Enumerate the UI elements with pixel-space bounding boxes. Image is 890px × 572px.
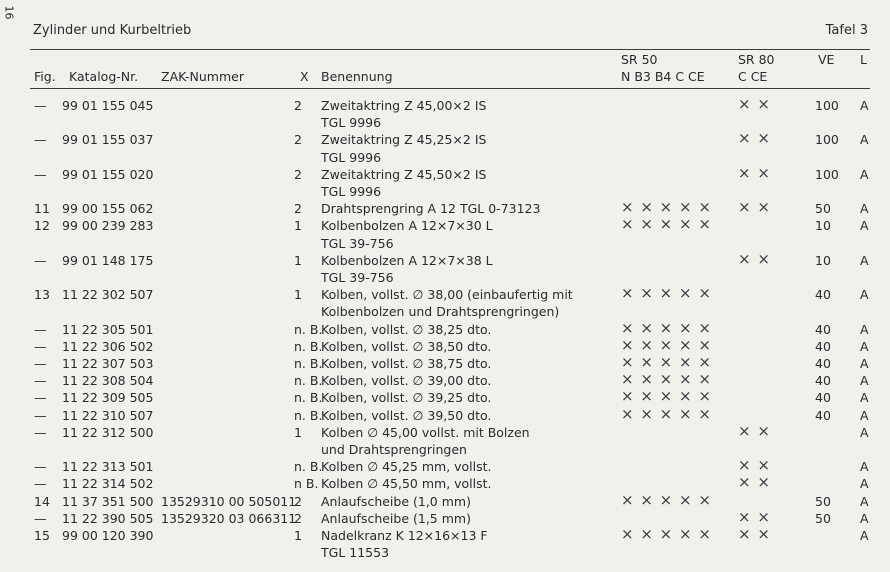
cell-benennung: Nadelkranz K 12⨯16⨯13 F (321, 528, 488, 543)
page-number: 16 (2, 5, 16, 20)
cell-katalog: 11 22 307 503 (62, 356, 154, 371)
table-row (0, 236, 890, 250)
table-row (0, 198, 890, 217)
header-ve: VE (818, 52, 835, 67)
cell-zak: 13529320 03 066311 (161, 510, 297, 526)
cell-sr80: × × (738, 456, 771, 475)
cell-benennung: Kolbenbolzen A 12⨯7⨯38 L (321, 252, 493, 268)
cell-l: A (860, 321, 869, 337)
cell-fig: — (34, 510, 47, 526)
cell-benennung: Kolben, vollst. ∅ 39,25 dto. (321, 390, 492, 406)
cell-benennung: TGL 39-756 (321, 270, 394, 285)
cell-x: n. B. (294, 373, 323, 389)
cell-benennung: Kolben ∅ 45,00 vollst. mit Bolzen (321, 424, 530, 440)
cell-benennung: Zweitaktring Z 45,50⨯2 IS (321, 166, 487, 182)
cell-fig: 11 (34, 201, 50, 217)
cell-sr80: × × (738, 163, 771, 182)
header-sr50-sub: N B3 B4 C CE (621, 69, 705, 84)
cell-benennung: und Drahtsprengringen (321, 442, 467, 457)
table-row (0, 387, 890, 406)
cell-fig: — (34, 98, 47, 113)
table-row (0, 421, 890, 440)
table-row (0, 115, 890, 129)
cell-x: n. B. (294, 321, 323, 337)
cell-katalog: 99 01 155 020 (62, 166, 154, 182)
cell-fig: — (34, 166, 47, 182)
cell-l: A (860, 510, 869, 526)
cell-benennung: Kolben ∅ 45,50 mm, vollst. (321, 476, 492, 492)
cell-x: 1 (294, 252, 302, 268)
cell-ve: 10 (815, 252, 831, 268)
cell-ve: 40 (815, 373, 831, 389)
cell-fig: — (34, 373, 47, 389)
cell-x: n. B. (294, 338, 323, 354)
header-benennung: Benennung (321, 69, 393, 84)
header-l: L (860, 52, 867, 67)
cell-x: 1 (294, 287, 302, 303)
cell-sr80: × × (738, 249, 771, 268)
cell-l: A (860, 132, 869, 148)
cell-ve: 40 (815, 321, 831, 337)
table-row (0, 215, 890, 234)
table-row (0, 249, 890, 268)
cell-l: A (860, 373, 869, 389)
header-fig: Fig. (34, 69, 56, 84)
cell-katalog: 99 00 239 283 (62, 218, 154, 234)
header-sr80: SR 80 (738, 52, 775, 67)
cell-ve: 100 (815, 98, 839, 113)
cell-katalog: 11 22 309 505 (62, 390, 154, 406)
cell-x: 2 (294, 493, 302, 509)
cell-l: A (860, 493, 869, 509)
cell-katalog: 11 22 308 504 (62, 373, 154, 389)
top-rule (30, 49, 870, 50)
cell-ve: 100 (815, 166, 839, 182)
cell-sr80: × × (738, 421, 771, 440)
cell-fig: 15 (34, 528, 50, 543)
table-row (0, 370, 890, 389)
table-row (0, 545, 890, 559)
cell-x: n. B. (294, 407, 323, 423)
table-row (0, 473, 890, 492)
cell-l: A (860, 338, 869, 354)
cell-benennung: TGL 39-756 (321, 235, 394, 251)
cell-l: A (860, 528, 869, 543)
header-x: X (300, 69, 309, 84)
cell-ve: 40 (815, 338, 831, 354)
cell-x: 2 (294, 510, 302, 526)
cell-benennung: TGL 9996 (321, 149, 382, 165)
cell-x: n. B. (294, 356, 323, 371)
cell-fig: — (34, 424, 47, 440)
cell-l: A (860, 287, 869, 303)
cell-l: A (860, 218, 869, 234)
table-row (0, 442, 890, 456)
cell-ve: 50 (815, 510, 831, 526)
cell-sr50: × × × × × (621, 198, 712, 217)
cell-benennung: Kolbenbolzen und Drahtsprengringen) (321, 304, 560, 320)
cell-katalog: 99 01 155 037 (62, 132, 154, 148)
cell-x: 1 (294, 424, 302, 440)
cell-katalog: 99 01 155 045 (62, 98, 154, 113)
cell-benennung: Kolben, vollst. ∅ 39,00 dto. (321, 373, 492, 389)
cell-benennung: TGL 9996 (321, 115, 382, 131)
cell-x: n. B. (294, 390, 323, 406)
table-row (0, 404, 890, 423)
cell-x: n. B. (294, 459, 323, 475)
cell-katalog: 11 22 312 500 (62, 424, 154, 440)
table-row (0, 525, 890, 543)
cell-l: A (860, 166, 869, 182)
cell-benennung: Zweitaktring Z 45,00⨯2 IS (321, 98, 487, 113)
cell-sr80: × × (738, 198, 771, 217)
cell-benennung: Kolben ∅ 45,25 mm, vollst. (321, 459, 492, 475)
cell-x: 2 (294, 98, 302, 113)
cell-benennung: Kolben, vollst. ∅ 38,00 (einbaufertig mit (321, 287, 573, 303)
table-label: Tafel 3 (825, 23, 868, 38)
cell-sr50: × × × × × (621, 490, 712, 509)
cell-katalog: 99 01 148 175 (62, 252, 154, 268)
cell-l: A (860, 407, 869, 423)
cell-sr80: × × (738, 507, 771, 526)
table-row (0, 507, 890, 526)
table-row (0, 456, 890, 475)
table-row (0, 184, 890, 198)
cell-fig: 14 (34, 493, 50, 509)
cell-ve: 40 (815, 390, 831, 406)
cell-benennung: Drahtsprengring A 12 TGL 0-73123 (321, 201, 541, 217)
cell-sr50: × × × × × (621, 404, 712, 423)
cell-katalog: 11 22 306 502 (62, 338, 154, 354)
cell-ve: 40 (815, 407, 831, 423)
cell-ve: 50 (815, 493, 831, 509)
table-row (0, 129, 890, 148)
cell-fig: — (34, 407, 47, 423)
cell-l: A (860, 252, 869, 268)
cell-benennung: Kolbenbolzen A 12⨯7⨯30 L (321, 218, 493, 234)
cell-benennung: Kolben, vollst. ∅ 38,75 dto. (321, 356, 492, 371)
cell-sr80: × × (738, 525, 771, 543)
cell-l: A (860, 459, 869, 475)
cell-benennung: Kolben, vollst. ∅ 38,25 dto. (321, 321, 492, 337)
cell-katalog: 11 22 314 502 (62, 476, 154, 492)
cell-l: A (860, 476, 869, 492)
cell-l: A (860, 390, 869, 406)
cell-sr50: × × × × × (621, 370, 712, 389)
cell-katalog: 11 37 351 500 (62, 493, 154, 509)
cell-l: A (860, 201, 869, 217)
cell-ve: 50 (815, 201, 831, 217)
page-title: Zylinder und Kurbeltrieb (33, 23, 192, 38)
cell-katalog: 11 22 302 507 (62, 287, 154, 303)
table-row (0, 353, 890, 371)
cell-katalog: 11 22 313 501 (62, 459, 154, 475)
cell-ve: 40 (815, 356, 831, 371)
cell-x: 2 (294, 166, 302, 182)
header-zak: ZAK-Nummer (161, 69, 244, 84)
cell-fig: 13 (34, 287, 50, 303)
cell-katalog: 11 22 390 505 (62, 510, 154, 526)
cell-fig: — (34, 476, 47, 492)
header-katalog: Katalog-Nr. (69, 69, 139, 84)
cell-fig: 12 (34, 218, 50, 234)
cell-fig: — (34, 390, 47, 406)
cell-x: n B. (294, 476, 319, 492)
cell-ve: 100 (815, 132, 839, 148)
cell-fig: — (34, 459, 47, 475)
cell-fig: — (34, 321, 47, 337)
cell-benennung: Kolben, vollst. ∅ 38,50 dto. (321, 338, 492, 354)
table-row (0, 335, 890, 354)
cell-l: A (860, 356, 869, 371)
cell-katalog: 11 22 310 507 (62, 407, 154, 423)
table-row (0, 270, 890, 284)
cell-sr80: × × (738, 95, 771, 113)
cell-fig: — (34, 356, 47, 371)
cell-l: A (860, 424, 869, 440)
cell-katalog: 99 00 120 390 (62, 528, 154, 543)
cell-fig: — (34, 132, 47, 148)
cell-ve: 40 (815, 287, 831, 303)
cell-sr50: × × × × × (621, 284, 712, 303)
table-row (0, 150, 890, 164)
cell-sr50: × × × × × (621, 335, 712, 354)
cell-benennung: Anlaufscheibe (1,0 mm) (321, 493, 471, 509)
header-sr50: SR 50 (621, 52, 658, 67)
cell-x: 1 (294, 528, 302, 543)
cell-sr80: × × (738, 473, 771, 492)
table-row (0, 284, 890, 303)
cell-x: 2 (294, 201, 302, 217)
cell-benennung: Anlaufscheibe (1,5 mm) (321, 510, 471, 526)
cell-sr50: × × × × × (621, 353, 712, 371)
cell-katalog: 11 22 305 501 (62, 321, 154, 337)
cell-sr50: × × × × × (621, 525, 712, 543)
cell-ve: 10 (815, 218, 831, 234)
cell-benennung: Zweitaktring Z 45,25⨯2 IS (321, 132, 487, 148)
cell-benennung: Kolben, vollst. ∅ 39,50 dto. (321, 407, 492, 423)
cell-benennung: TGL 9996 (321, 184, 382, 199)
cell-fig: — (34, 252, 47, 268)
cell-sr50: × × × × × (621, 318, 712, 337)
cell-zak: 13529310 00 505011 (161, 493, 297, 509)
header-rule (30, 88, 870, 89)
table-row (0, 163, 890, 182)
table-row (0, 490, 890, 509)
cell-fig: — (34, 338, 47, 354)
cell-katalog: 99 00 155 062 (62, 201, 154, 217)
cell-l: A (860, 98, 869, 113)
cell-x: 1 (294, 218, 302, 234)
cell-benennung: TGL 11553 (321, 545, 390, 561)
table-row (0, 304, 890, 318)
cell-x: 2 (294, 132, 302, 148)
header-sr80-sub: C CE (738, 69, 768, 84)
table-row (0, 318, 890, 337)
cell-sr50: × × × × × (621, 215, 712, 234)
cell-sr80: × × (738, 129, 771, 148)
table-row (0, 95, 890, 113)
cell-sr50: × × × × × (621, 387, 712, 406)
